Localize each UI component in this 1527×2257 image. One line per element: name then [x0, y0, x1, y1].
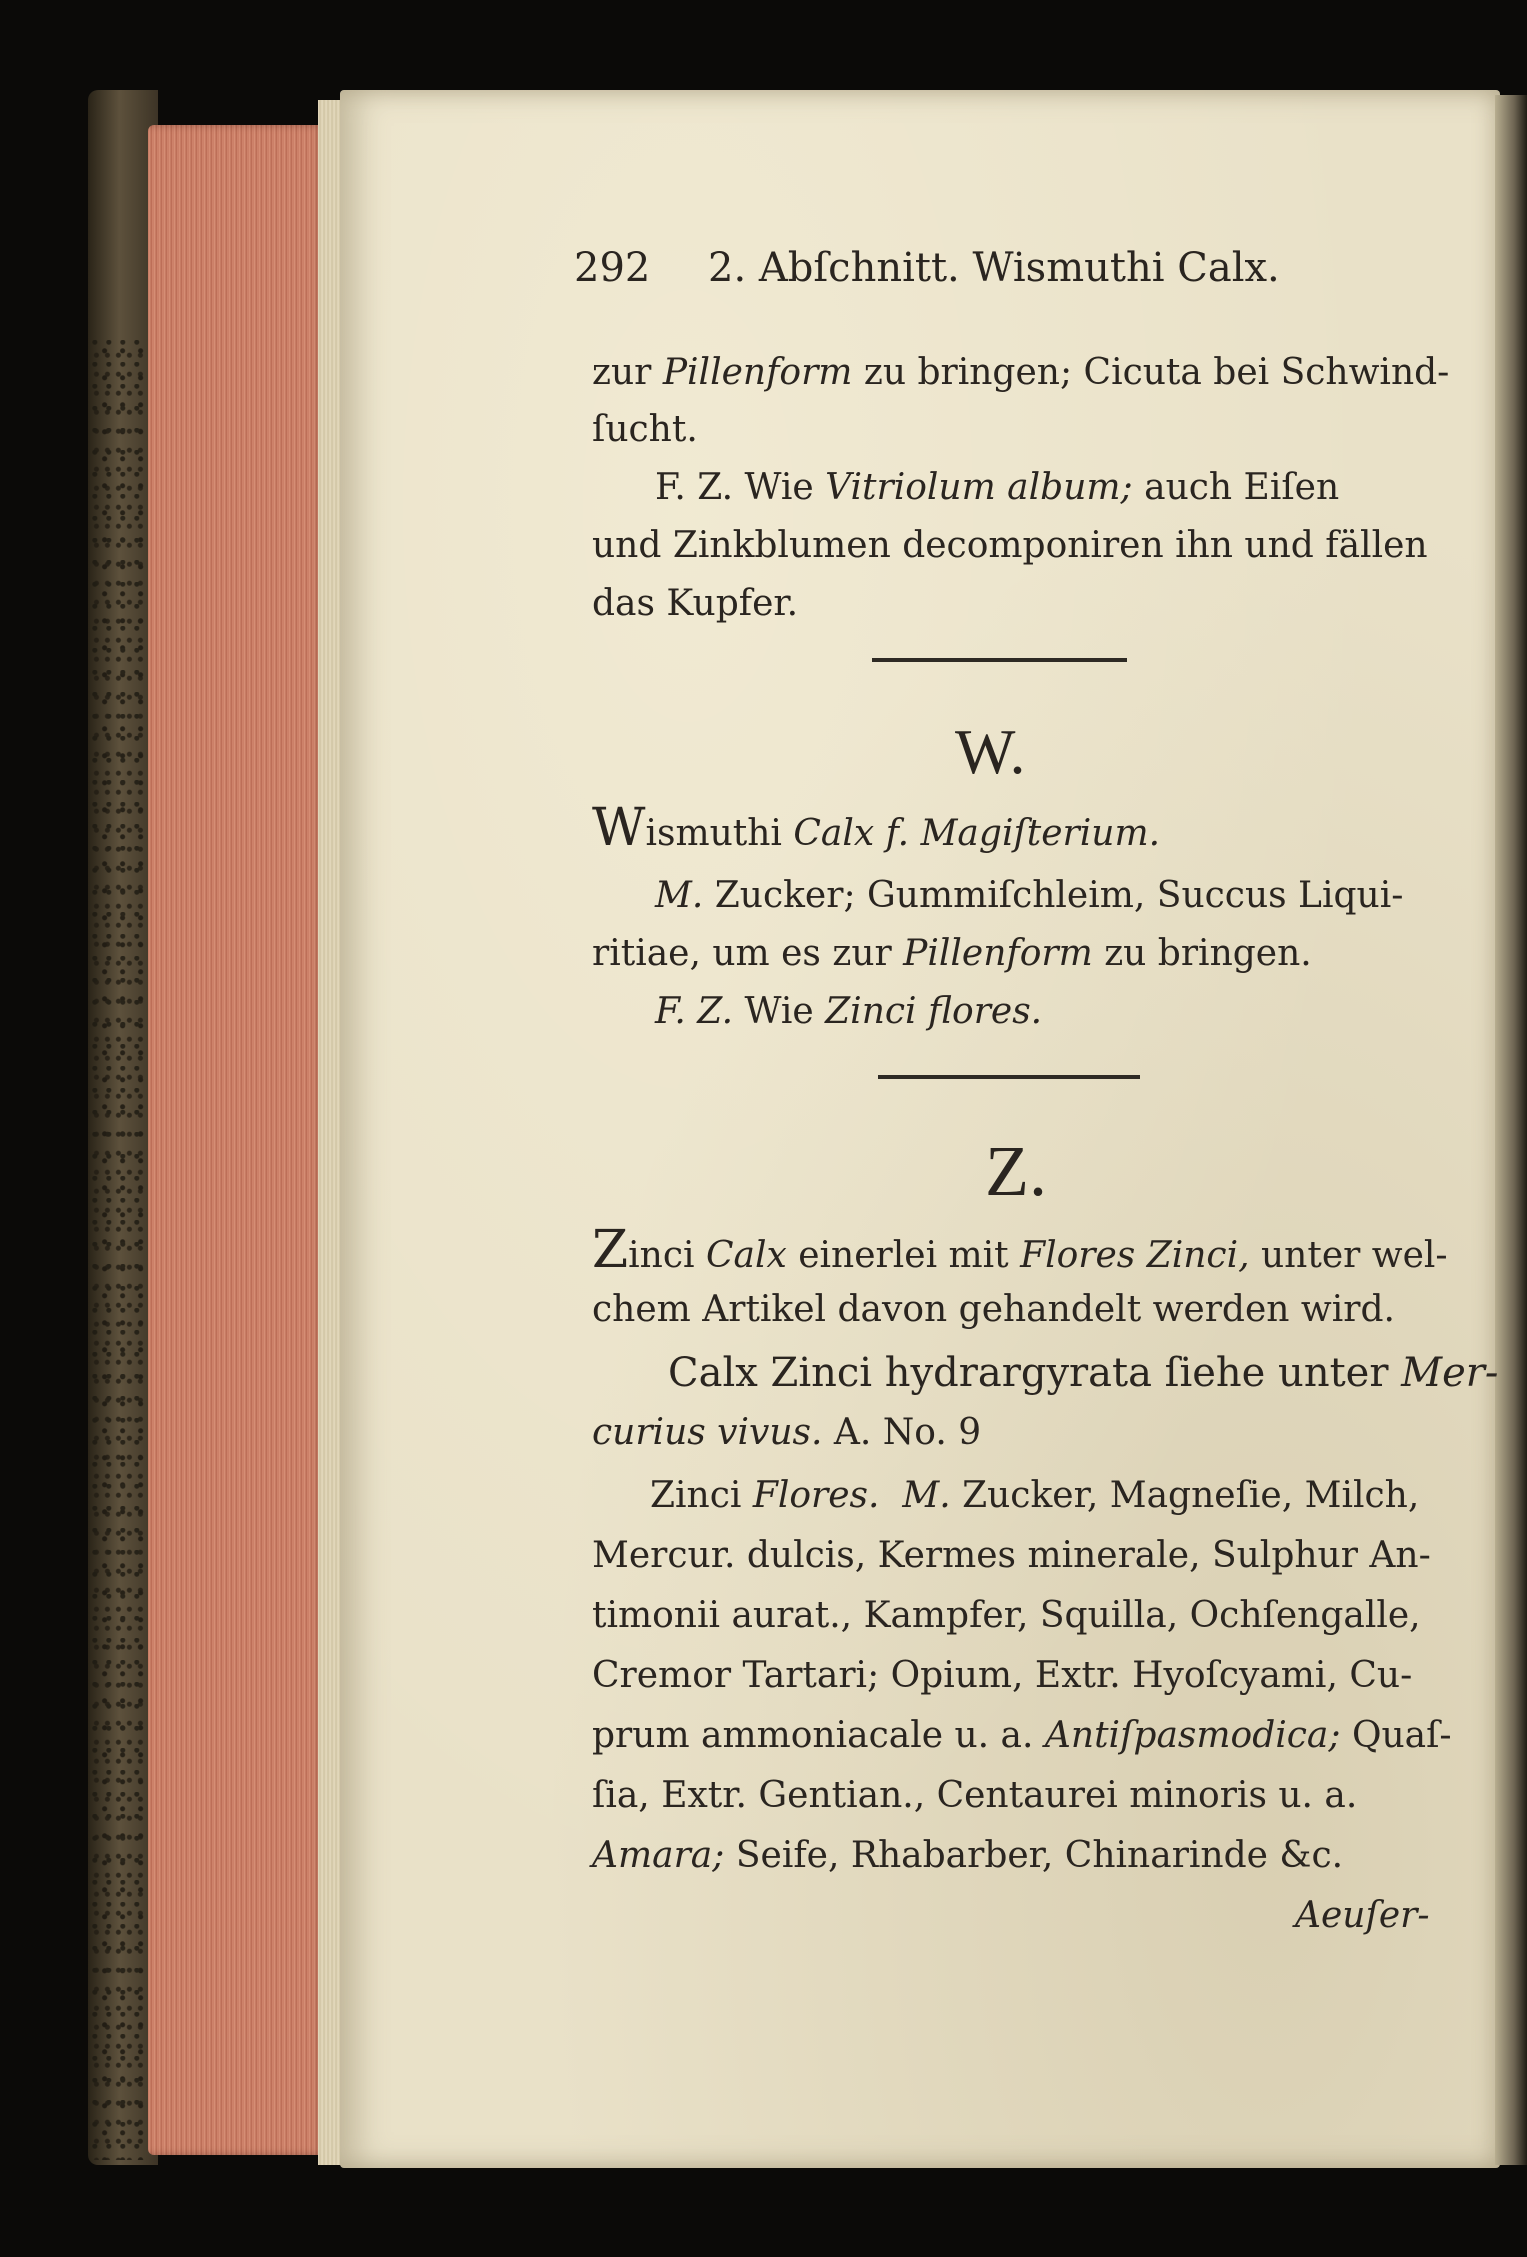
text-line: timonii aurat., Kampfer, Squilla, Ochſengalle,: [592, 1595, 1421, 1636]
text-line: Cremor Tartari; Opium, Extr. Hyoſcyami, Cu-: [592, 1655, 1413, 1696]
section-letter-z: Z.: [985, 1131, 1047, 1211]
page-number: 292: [574, 245, 651, 291]
section-divider: [872, 658, 1127, 662]
text-line: Mercur. dulcis, Kermes minerale, Sulphur An-: [592, 1535, 1431, 1576]
running-title: 2. Abſchnitt. Wismuthi Calx.: [708, 245, 1280, 291]
text-line: ſucht.: [592, 409, 698, 450]
text-line: F. Z. Wie Vitriolum album; auch Eiſen: [655, 467, 1340, 508]
text-line: F. Z. Wie Zinci flores.: [655, 991, 1043, 1032]
text-line: prum ammoniacale u. a. Antiſpasmodica; Quaſ-: [592, 1715, 1452, 1756]
entry-heading: Zinci Calx einerlei mit Flores Zinci, unter wel-: [592, 1220, 1448, 1280]
text-line: Zinci Flores. M. Zucker, Magneſie, Milch,: [650, 1475, 1420, 1516]
text-line: curius vivus. A. No. 9: [592, 1412, 982, 1453]
facing-page-edge: [1495, 95, 1527, 2165]
text-line: chem Artikel davon gehandelt werden wird.: [592, 1289, 1395, 1330]
page-block-edges: [148, 125, 326, 2155]
text-line: und Zinkblumen decomponiren ihn und fällen: [592, 525, 1428, 566]
section-divider: [878, 1075, 1140, 1079]
text-line: Calx Zinci hydrargyrata ſiehe unter Mer-: [668, 1350, 1499, 1396]
text-line: Amara; Seife, Rhabarber, Chinarinde &c.: [592, 1835, 1344, 1876]
text-line: ſia, Extr. Gentian., Centaurei minoris u. a.: [592, 1775, 1358, 1816]
section-letter-w: W.: [955, 716, 1026, 787]
cover-marbling: [92, 340, 147, 2160]
entry-heading: Wismuthi Calx f. Magiſterium.: [592, 798, 1161, 858]
text-line: zur Pillenform zu bringen; Cicuta bei Schwind-: [592, 352, 1450, 393]
text-line: M. Zucker; Gummiſchleim, Succus Liqui-: [655, 875, 1404, 916]
text-line: das Kupfer.: [592, 583, 799, 624]
catchword: Aeuſer-: [1295, 1895, 1430, 1936]
text-line: ritiae, um es zur Pillenform zu bringen.: [592, 933, 1312, 974]
